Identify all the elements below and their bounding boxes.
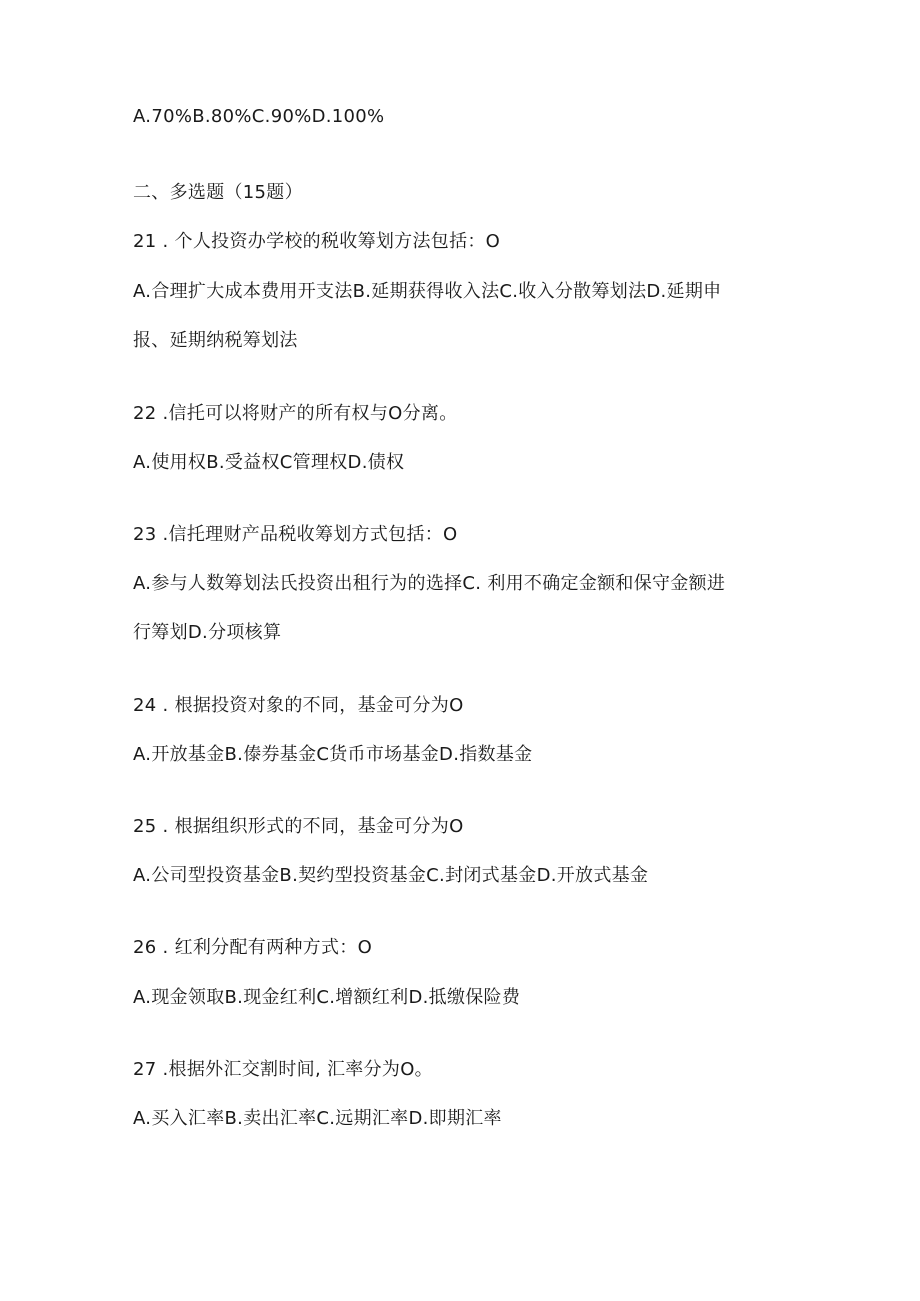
q23-question: 23 .信托理财产品税收筹划方式包括：O bbox=[133, 524, 458, 545]
q21-options-line1: A.合理扩大成本费用开支法B.延期获得收入法C.收入分散筹划法D.延期申 bbox=[133, 281, 722, 302]
q26-options: A.现金领取B.现金红利C.增额红利D.抵缴保险费 bbox=[133, 987, 521, 1008]
q25-options: A.公司型投资基金B.契约型投资基金C.封闭式基金D.开放式基金 bbox=[133, 865, 649, 886]
q20-options: A.70%B.80%C.90%D.100% bbox=[133, 106, 385, 127]
q26-question: 26 . 红利分配有两种方式：O bbox=[133, 937, 373, 958]
q27-question: 27 .根据外汇交割时间, 汇率分为O。 bbox=[133, 1059, 433, 1080]
q22-options: A.使用权B.受益权C管理权D.债权 bbox=[133, 452, 405, 473]
q27-options: A.买入汇率B.卖出汇率C.远期汇率D.即期汇率 bbox=[133, 1108, 502, 1129]
q24-options: A.开放基金B.傣券基金C货币市场基金D.指数基金 bbox=[133, 744, 533, 765]
section-heading: 二、多选题（15题） bbox=[133, 182, 303, 203]
q24-question: 24 . 根据投资对象的不同，基金可分为O bbox=[133, 695, 464, 716]
q25-question: 25 . 根据组织形式的不同，基金可分为O bbox=[133, 816, 464, 837]
q22-question: 22 .信托可以将财产的所有权与O分离。 bbox=[133, 403, 458, 424]
q23-options-line2: 行筹划D.分项核算 bbox=[133, 622, 282, 643]
q21-question: 21 . 个人投资办学校的税收筹划方法包括：O bbox=[133, 231, 501, 252]
q23-options-line1: A.参与人数筹划法氏投资出租行为的选择C. 利用不确定金额和保守金额进 bbox=[133, 573, 726, 594]
q21-options-line2: 报、延期纳税筹划法 bbox=[133, 330, 298, 351]
